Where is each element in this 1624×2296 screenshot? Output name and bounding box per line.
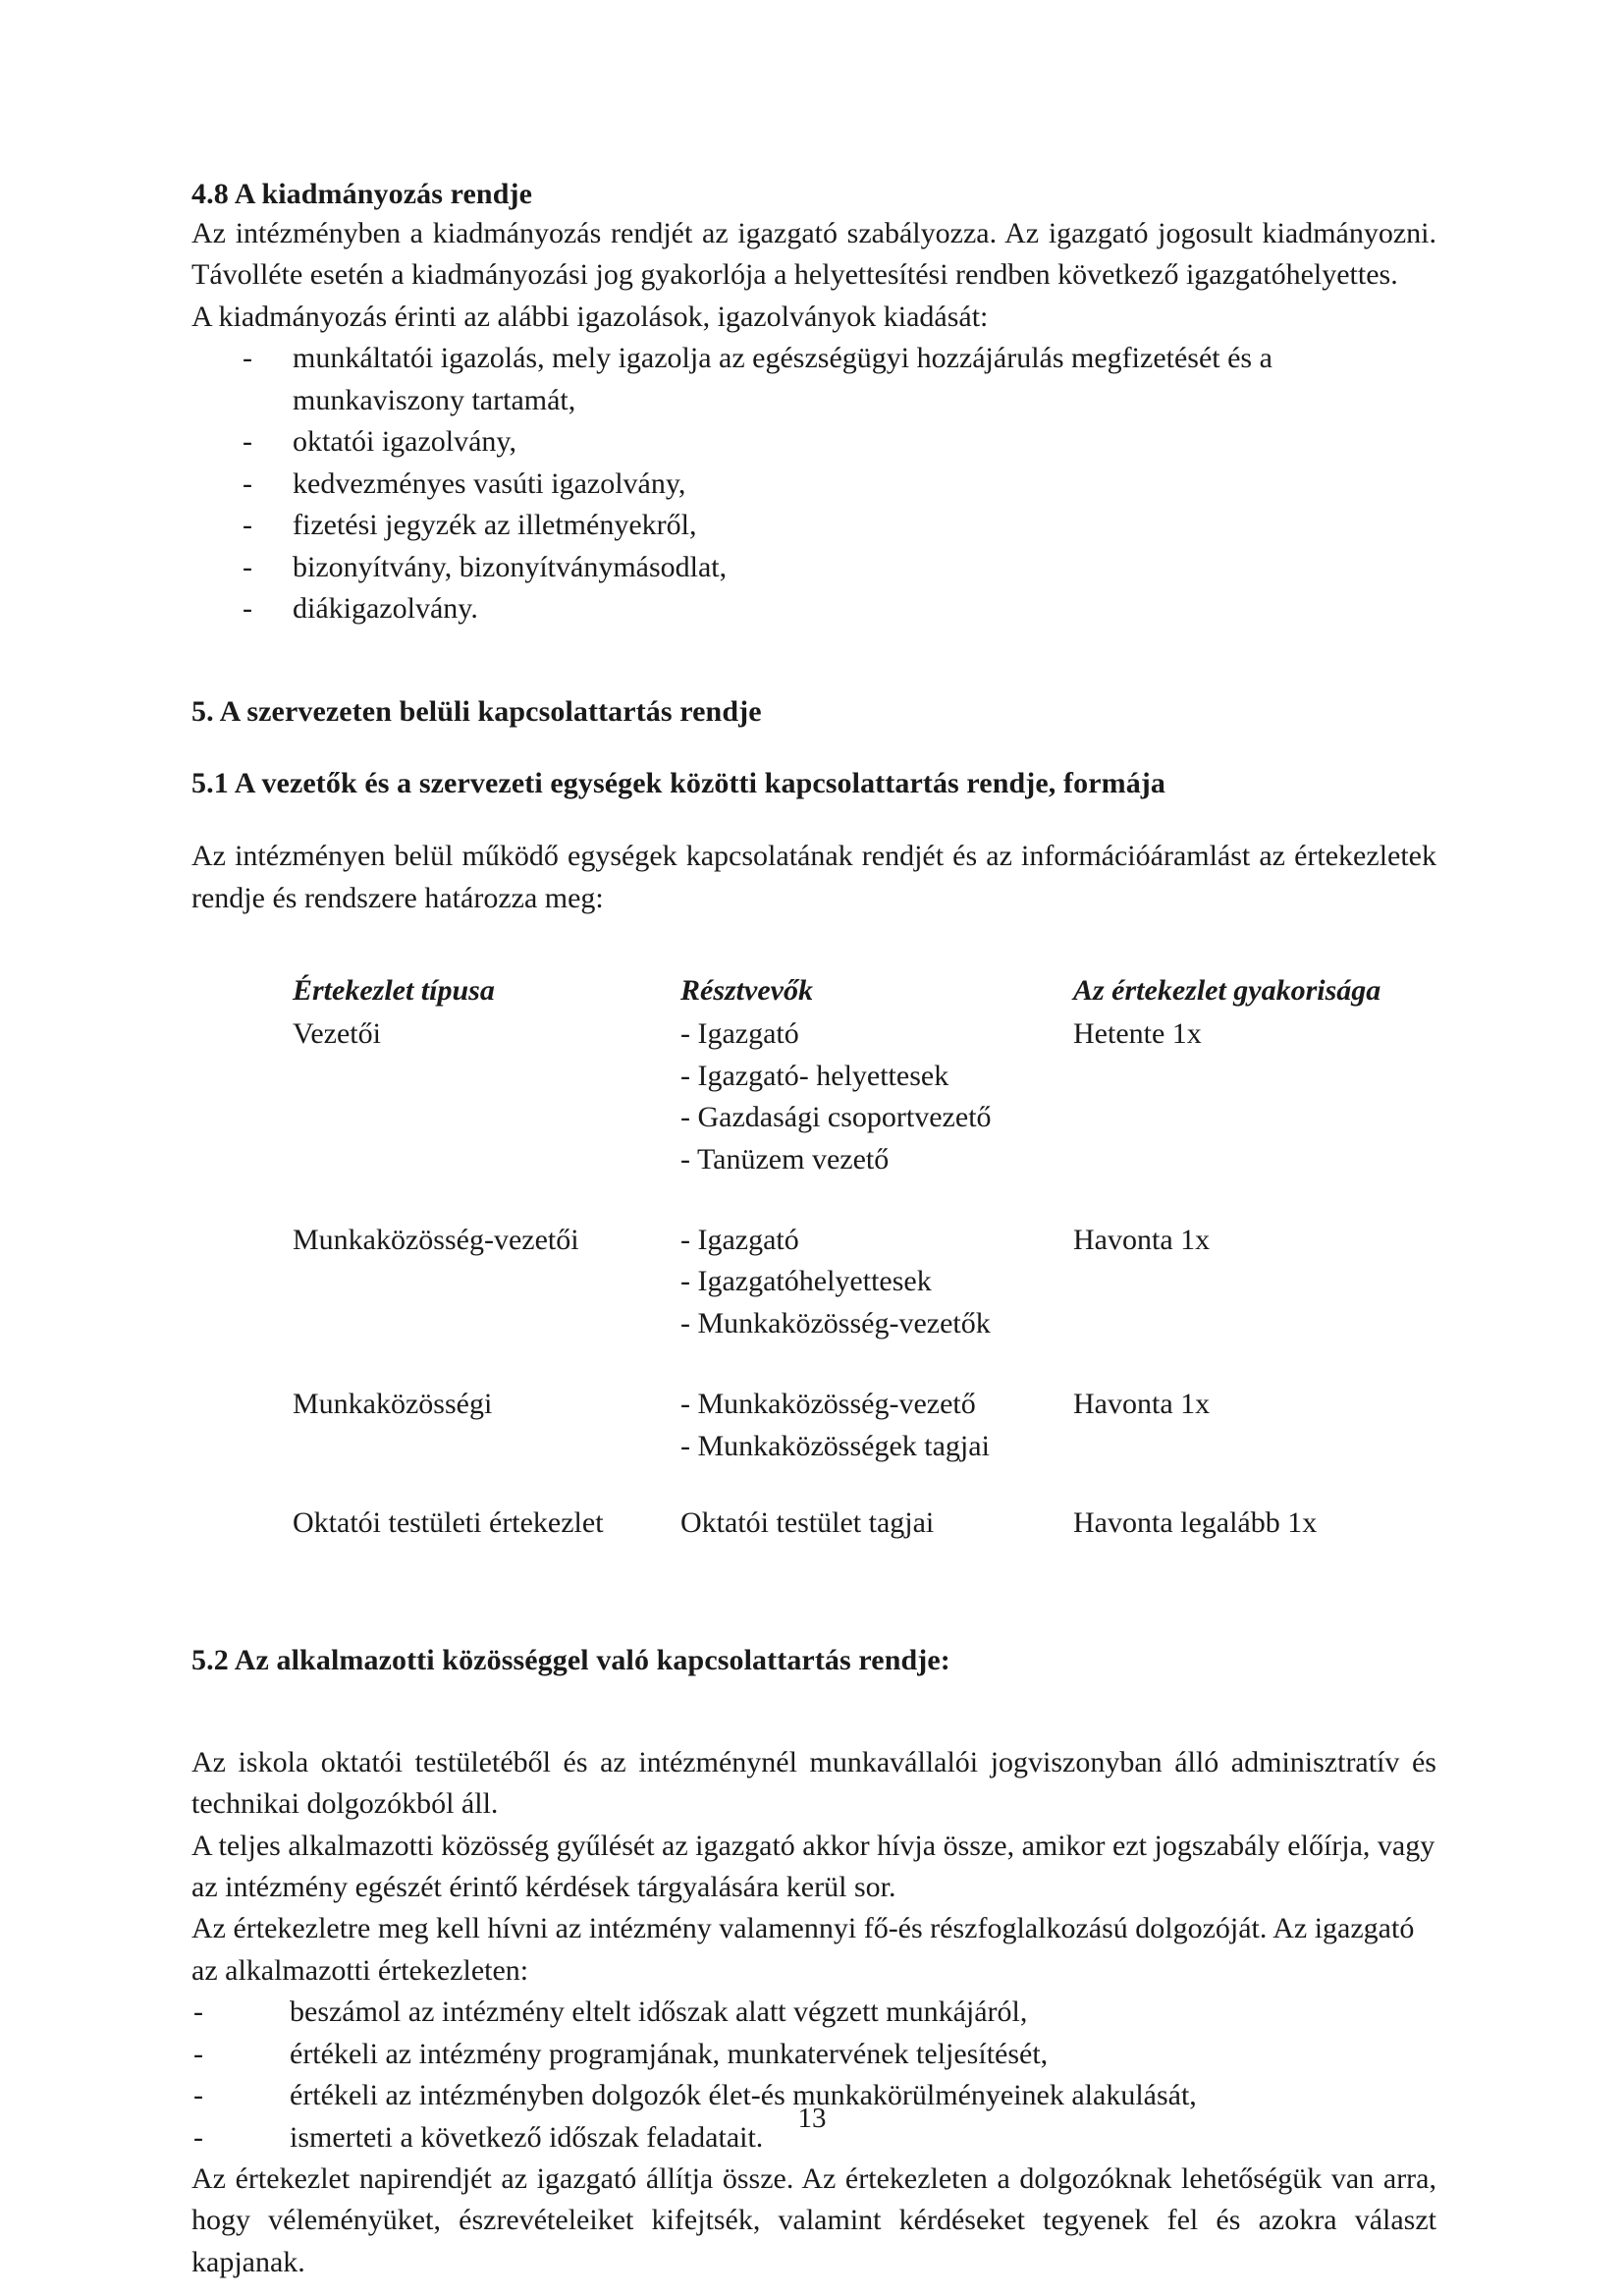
- list-item-text: ismerteti a következő időszak feladatait.: [290, 2120, 764, 2154]
- participant-line: - Gazdasági csoportvezető: [680, 1101, 992, 1134]
- list-item-text: értékeli az intézmény programjának, munkatervének teljesítését,: [290, 2037, 1049, 2070]
- list-item: [191, 464, 1436, 505]
- list-item: [191, 338, 1436, 421]
- dash-marker: -: [243, 509, 252, 542]
- dash-marker: -: [193, 2037, 203, 2070]
- spacer: [191, 802, 1436, 836]
- participant-line: - Igazgató- helyettesek: [680, 1059, 949, 1092]
- cell-meeting-type: Munkaközösség-vezetői: [293, 1224, 579, 1256]
- section-5-1-heading: 5.1 A vezetők és a szervezeti egységek közötti kapcsolattartás rendje, formája: [191, 767, 1165, 800]
- column-header-participants: Résztvevők: [680, 974, 813, 1008]
- list-item-text: bizonyítvány, bizonyítványmásodlat,: [293, 550, 728, 583]
- spacer: [191, 731, 1436, 764]
- section-5-2-heading: 5.2 Az alkalmazotti közösséggel való kapcsolattartás rendje:: [191, 1643, 950, 1676]
- cell-frequency: Hetente 1x: [1073, 1017, 1202, 1051]
- dash-marker: -: [243, 342, 252, 375]
- page-number: 13: [797, 2103, 827, 2134]
- cell-frequency: Havonta legalább 1x: [1073, 1506, 1318, 1540]
- cell-meeting-type: Vezetői: [293, 1017, 381, 1051]
- section-5-heading: 5. A szervezeten belüli kapcsolattartás rendje: [191, 695, 762, 729]
- cell-frequency: Havonta 1x: [1073, 1224, 1211, 1256]
- table-row: [293, 1013, 1436, 1220]
- dash-marker: -: [243, 466, 252, 500]
- dash-marker: -: [193, 2120, 203, 2154]
- cell-meeting-type: Oktatói testületi értekezlet: [293, 1506, 604, 1540]
- column-header-frequency: Az értekezlet gyakorisága: [1073, 974, 1381, 1008]
- list-item: [191, 1992, 1436, 2033]
- section-4-8-paragraph-1: Az intézményben a kiadmányozás rendjét az igazgató szabályozza. Az igazgató jogosult kiadmányozni. Távolléte esetén a kiadmányozási jog gyakorlója a helyettesítési rendben következő igazgatóhelyettes.: [191, 217, 1436, 292]
- participant-line: - Tanüzem vezető: [680, 1142, 890, 1175]
- section-5-2-paragraph-1: Az iskola oktatói testületéből és az intézménynél munkavállalói jogviszonyban álló adminisztratív és technikai dolgozókból áll.: [191, 1745, 1436, 1821]
- list-item-text: oktatói igazolvány,: [293, 425, 516, 459]
- cell-participants: [680, 1220, 1073, 1384]
- section-5-2-paragraph-2: A teljes alkalmazotti közösség gyűlését az igazgató akkor hívja össze, amikor ezt jogszabály előírja, vagy az intézmény egészét érintő kérdések tárgyalására kerül sor.: [191, 1829, 1435, 1903]
- dash-marker: -: [193, 1995, 203, 2029]
- table-row: [293, 1384, 1436, 1503]
- section-5-1-intro: Az intézményen belül működő egységek kapcsolatának rendjét és az információáramlást az értekezletek rendje és rendszere határozza meg:: [191, 840, 1436, 914]
- section-5-2-paragraph-4: Az értekezlet napirendjét az igazgató állítja össze. Az értekezleten a dolgozóknak lehetőségük van arra, hogy véleményüket, észrevételeiket kifejtsék, valamint kérdéseket tegyenek fel és azokra választ kapjanak.: [191, 2162, 1436, 2278]
- participant-line: - Munkaközösség-vezetők: [680, 1306, 991, 1339]
- section-4-8-list: [191, 338, 1436, 629]
- spacer: [191, 919, 1436, 970]
- section-4-8-heading: 4.8 A kiadmányozás rendje: [191, 178, 532, 210]
- page-content: [191, 175, 1436, 2283]
- participant-line: - Igazgató: [680, 1017, 799, 1051]
- list-item: [191, 421, 1436, 463]
- cell-participants: [680, 1503, 1073, 1544]
- cell-meeting-type: Munkaközösségi: [293, 1388, 493, 1421]
- cell-frequency: Havonta 1x: [1073, 1388, 1211, 1421]
- list-item: [191, 2034, 1436, 2075]
- spacer: [191, 1545, 1436, 1608]
- list-item: [191, 547, 1436, 588]
- table-row: [293, 1503, 1436, 1544]
- spacer: [191, 1608, 1436, 1641]
- participant-line: - Munkaközösség-vezető: [680, 1388, 976, 1421]
- table-row: [293, 1220, 1436, 1384]
- participant-line: - Munkaközösségek tagjai: [680, 1429, 990, 1462]
- section-4-8-paragraph-2: A kiadmányozás érinti az alábbi igazolások, igazolványok kiadását:: [191, 300, 989, 333]
- section-5-2-paragraph-3: Az értekezletre meg kell hívni az intézmény valamennyi fő-és részfoglalkozású dolgozóját. Az igazgató az alkalmazotti értekezleten:: [191, 1912, 1415, 1987]
- list-item-text: kedvezményes vasúti igazolvány,: [293, 466, 686, 500]
- list-item-text: értékeli az intézményben dolgozók élet-és munkakörülményeinek alakulását,: [290, 2079, 1197, 2112]
- list-item-text: fizetési jegyzék az illetményekről,: [293, 509, 697, 542]
- participant-line: - Igazgató: [680, 1224, 799, 1256]
- list-item: [191, 505, 1436, 546]
- cell-participants: [680, 1013, 1073, 1220]
- spacer: [191, 629, 1436, 692]
- dash-marker: -: [243, 591, 252, 625]
- list-item: [191, 588, 1436, 629]
- dash-marker: -: [243, 425, 252, 459]
- list-item-text: munkáltatói igazolás, mely igazolja az egészségügyi hozzájárulás megfizetését és a munkaviszony tartamát,: [293, 342, 1272, 416]
- column-header-meeting-type: Értekezlet típusa: [293, 974, 495, 1008]
- table-header-row: [293, 970, 1436, 1013]
- dash-marker: -: [193, 2079, 203, 2112]
- list-item-text: diákigazolvány.: [293, 591, 478, 625]
- dash-marker: -: [243, 550, 252, 583]
- cell-participants: [680, 1384, 1073, 1503]
- spacer: [191, 1679, 1436, 1742]
- participant-line: Oktatói testület tagjai: [680, 1506, 935, 1540]
- meetings-table: [293, 970, 1436, 1544]
- participant-line: - Igazgatóhelyettesek: [680, 1265, 932, 1298]
- list-item-text: beszámol az intézmény eltelt időszak alatt végzett munkájáról,: [290, 1995, 1028, 2029]
